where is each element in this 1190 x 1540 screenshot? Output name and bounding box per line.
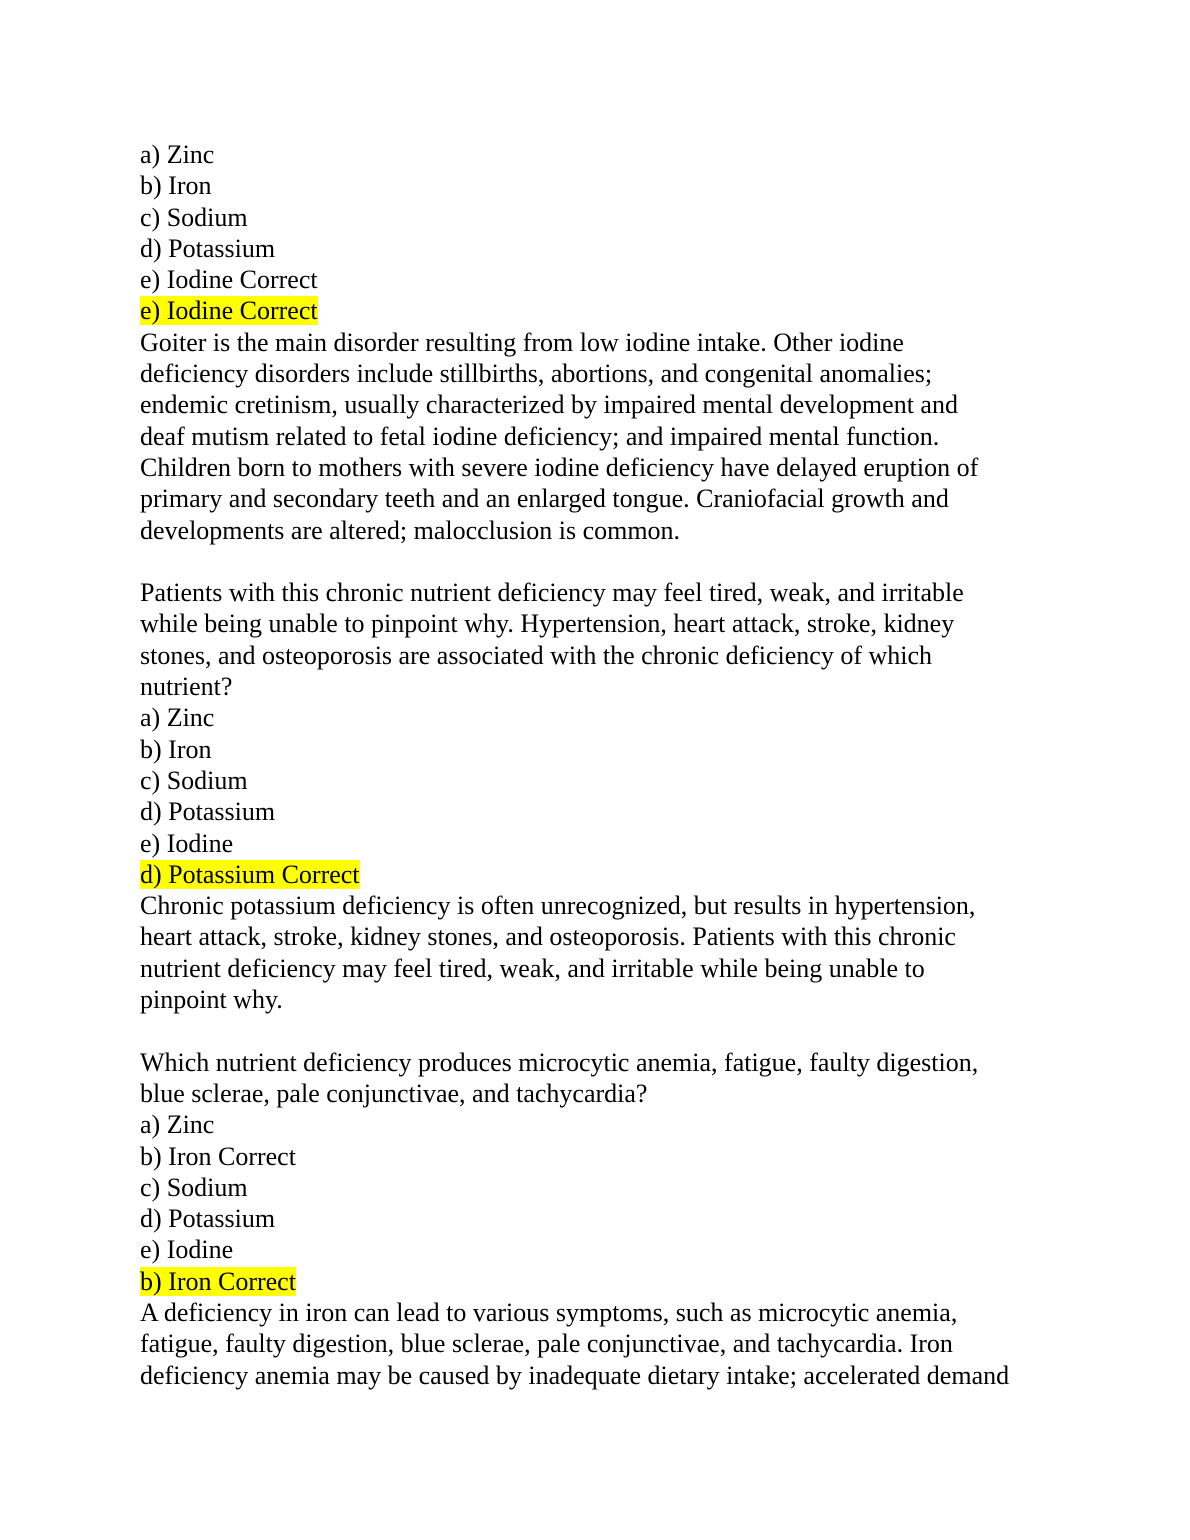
paragraph-gap <box>140 546 1060 577</box>
explanation-line: Chronic potassium deficiency is often unrecognized, but results in hypertension, <box>140 891 976 921</box>
question-line: while being unable to pinpoint why. Hypertension, heart attack, stroke, kidney <box>140 609 955 639</box>
question-line: Patients with this chronic nutrient deficiency may feel tired, weak, and irritable <box>140 578 964 608</box>
highlighted-answer: d) Potassium Correct <box>140 859 360 889</box>
option-c: c) Sodium <box>140 765 248 795</box>
question-block-1 <box>140 139 1060 546</box>
explanation-line: fatigue, faulty digestion, blue sclerae, pale conjunctivae, and tachycardia. Iron <box>140 1329 953 1359</box>
answer-line <box>140 859 1060 890</box>
option-a: a) Zinc <box>140 1110 215 1140</box>
explanation-line: pinpoint why. <box>140 985 283 1015</box>
explanation-line: Goiter is the main disorder resulting from low iodine intake. Other iodine <box>140 327 904 357</box>
paragraph-gap <box>140 1015 1060 1046</box>
explanation-line: deficiency anemia may be caused by inadequate dietary intake; accelerated demand <box>140 1360 1010 1390</box>
question-line: blue sclerae, pale conjunctivae, and tachycardia? <box>140 1078 648 1108</box>
question-line: Which nutrient deficiency produces microcytic anemia, fatigue, faulty digestion, <box>140 1047 979 1077</box>
option-b: b) Iron <box>140 734 212 764</box>
explanation-line: developments are altered; malocclusion is common. <box>140 515 681 545</box>
highlighted-answer: e) Iodine Correct <box>140 296 318 326</box>
explanation-line: endemic cretinism, usually characterized by impaired mental development and <box>140 390 958 420</box>
option-c: c) Sodium <box>140 1172 248 1202</box>
explanation-line: Children born to mothers with severe iodine deficiency have delayed eruption of <box>140 452 979 482</box>
option-a: a) Zinc <box>140 140 215 169</box>
option-c: c) Sodium <box>140 202 248 232</box>
option-a: a) Zinc <box>140 703 215 733</box>
option-d: d) Potassium <box>140 233 276 263</box>
answer-line <box>140 1266 1060 1297</box>
option-d: d) Potassium <box>140 1204 276 1234</box>
question-line: stones, and osteoporosis are associated with the chronic deficiency of which <box>140 640 933 670</box>
highlighted-answer: b) Iron Correct <box>140 1266 296 1296</box>
option-e: e) Iodine <box>140 828 234 858</box>
explanation-line: heart attack, stroke, kidney stones, and osteoporosis. Patients with this chronic <box>140 922 956 952</box>
option-d: d) Potassium <box>140 797 276 827</box>
explanation-line: deaf mutism related to fetal iodine deficiency; and impaired mental function. <box>140 421 940 451</box>
option-e: e) Iodine Correct <box>140 265 318 295</box>
question-line: nutrient? <box>140 672 233 702</box>
explanation-line: primary and secondary teeth and an enlarged tongue. Craniofacial growth and <box>140 484 949 514</box>
document-page <box>140 139 1060 1391</box>
answer-line <box>140 295 1060 326</box>
explanation-line: deficiency disorders include stillbirths, abortions, and congenital anomalies; <box>140 359 933 389</box>
explanation-line: nutrient deficiency may feel tired, weak, and irritable while being unable to <box>140 953 925 983</box>
question-block-2 <box>140 577 1060 1015</box>
option-e: e) Iodine <box>140 1235 234 1265</box>
option-b: b) Iron <box>140 171 212 201</box>
explanation-line: A deficiency in iron can lead to various symptoms, such as microcytic anemia, <box>140 1297 958 1327</box>
option-b: b) Iron Correct <box>140 1141 296 1171</box>
question-block-3 <box>140 1047 1060 1391</box>
